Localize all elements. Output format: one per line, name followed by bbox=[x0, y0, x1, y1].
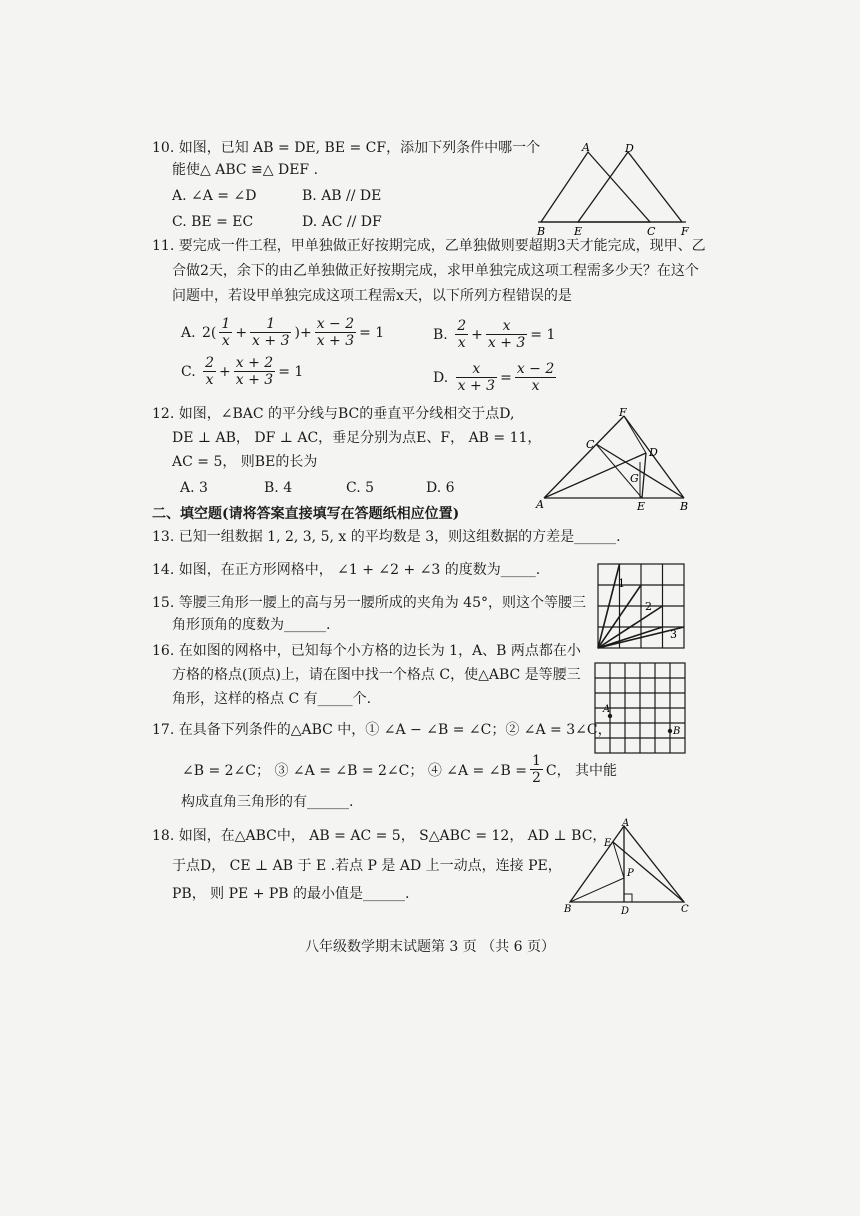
q16-grid-figure bbox=[593, 661, 689, 757]
q10-option-a: A. ∠A = ∠D bbox=[172, 188, 257, 204]
page-footer: 八年级数学期末试题第 3 页 （共 6 页） bbox=[304, 939, 556, 955]
q12-line2: DE ⊥ AB， DF ⊥ AC，垂足分别为点E、F， AB = 11， bbox=[172, 430, 542, 446]
q12-option-d: D. 6 bbox=[426, 480, 455, 496]
q14-grid-figure bbox=[596, 562, 688, 654]
q17-line1: 17. 在具备下列条件的△ABC 中，① ∠A − ∠B = ∠C；② ∠A = 3∠C， bbox=[152, 722, 612, 738]
q10-stem-line2: 能使△ ABC ≌△ DEF . bbox=[172, 162, 319, 178]
q14-label-2: 2 bbox=[645, 600, 652, 613]
q18-line3: PB， 则 PE + PB 的最小值是______. bbox=[172, 886, 410, 902]
q15-line1: 15. 等腰三角形一腰上的高与另一腰所成的夹角为 45°，则这个等腰三 bbox=[152, 595, 586, 611]
q12-label-d: D bbox=[649, 446, 658, 459]
q10-option-d: D. AC // DF bbox=[302, 214, 382, 230]
q11-option-d: D. $\frac{x}{x + 3}$ = $\frac{x - 2}{x}$ bbox=[433, 361, 555, 394]
q10-triangles-figure bbox=[530, 140, 700, 240]
q16-line2: 方格的格点(顶点)上，请在图中找一个格点 C，使△ABC 是等腰三 bbox=[172, 667, 581, 683]
q18-line1: 18. 如图，在△ABC中， AB = AC = 5， S△ABC = 12， AD ⊥ BC， bbox=[152, 828, 607, 844]
q11-line1: 11. 要完成一件工程，甲单独做正好按期完成，乙单独做则要超期3天才能完成，现甲、乙 bbox=[152, 238, 706, 254]
q14-label-1: 1 bbox=[618, 577, 625, 590]
q10-label-f: F bbox=[681, 225, 689, 238]
q12-label-f: F bbox=[619, 406, 627, 419]
q11-option-b: B. $\frac{2}{x}$ + $\frac{x}{x + 3}$ = 1 bbox=[433, 318, 556, 351]
q10-option-b: B. AB // DE bbox=[302, 188, 382, 204]
q18-label-p: P bbox=[627, 868, 634, 879]
q12-line1: 12. 如图，∠BAC 的平分线与BC的垂直平分线相交于点D, bbox=[152, 406, 515, 422]
q12-option-a: A. 3 bbox=[180, 480, 208, 496]
q15-line2: 角形顶角的度数为______. bbox=[172, 617, 331, 633]
q18-label-c: C bbox=[681, 904, 689, 915]
q10-label-e: E bbox=[574, 225, 583, 238]
q11-option-c: C. $\frac{2}{x}$ + $\frac{x + 2}{x + 3}$ = 1 bbox=[181, 355, 304, 388]
q12-label-c: C bbox=[586, 438, 595, 451]
q11-line3: 问题中，若设甲单独完成这项工程需x天，以下所列方程错误的是 bbox=[172, 288, 572, 304]
q18-label-e: E bbox=[604, 838, 612, 849]
q16-line3: 角形，这样的格点 C 有_____个. bbox=[172, 691, 372, 707]
q10-option-c: C. BE = EC bbox=[172, 214, 254, 230]
q18-label-b: B bbox=[564, 904, 572, 915]
q14-text: 14. 如图，在正方形网格中， ∠1 + ∠2 + ∠3 的度数为_____. bbox=[152, 562, 541, 578]
q16-line1: 16. 在如图的网格中，已知每个小方格的边长为 1，A、B 两点都在小 bbox=[152, 643, 581, 659]
q13-text: 13. 已知一组数据 1, 2, 3, 5, x 的平均数是 3，则这组数据的方差是______. bbox=[152, 529, 621, 545]
q12-line3: AC = 5， 则BE的长为 bbox=[172, 454, 318, 470]
q10-stem-line1: 10. 如图，已知 AB = DE, BE = CF，添加下列条件中哪一个 bbox=[152, 140, 541, 156]
q18-figure bbox=[560, 818, 700, 916]
q12-label-e: E bbox=[637, 500, 646, 512]
q16-label-a: A bbox=[603, 704, 611, 715]
q12-option-c: C. 5 bbox=[346, 480, 375, 496]
q12-label-g: G bbox=[630, 472, 639, 485]
q17-line3: 构成直角三角形的有______. bbox=[181, 794, 354, 810]
q12-label-b: B bbox=[680, 500, 689, 512]
q10-label-a: A bbox=[582, 141, 590, 154]
q11-a-label: A. bbox=[181, 324, 196, 341]
section-2-heading: 二、填空题(请将答案直接填写在答题纸相应位置) bbox=[152, 506, 460, 522]
q12-label-a: A bbox=[536, 498, 544, 511]
q12-option-b: B. 4 bbox=[264, 480, 293, 496]
q10-label-b: B bbox=[537, 225, 546, 238]
q16-label-b: B bbox=[673, 726, 681, 737]
q10-label-d: D bbox=[625, 142, 634, 155]
q18-label-a: A bbox=[622, 818, 630, 829]
q17-line2: ∠B = 2∠C； ③ ∠A = ∠B = 2∠C； ④ ∠A = ∠B = $\frac{1}{2}$ C， 其中能 bbox=[182, 753, 618, 786]
q11-line2: 合做2天，余下的由乙单独做正好按期完成，求甲单独完成这项工程需多少天？在这个 bbox=[172, 263, 699, 279]
q11-option-a: A. 2( $\frac{1}{x}$ + $\frac{1}{x + 3}$ )+ $\frac{x - 2}{x + 3}$ = 1 bbox=[181, 316, 385, 349]
q16-point-b bbox=[668, 729, 672, 733]
q14-label-3: 3 bbox=[670, 628, 677, 641]
q18-label-d: D bbox=[621, 906, 630, 916]
q10-label-c: C bbox=[647, 225, 656, 238]
q18-line2: 于点D， CE ⊥ AB 于 E .若点 P 是 AD 上一动点，连接 PE， bbox=[172, 858, 562, 874]
q12-figure bbox=[532, 406, 702, 512]
